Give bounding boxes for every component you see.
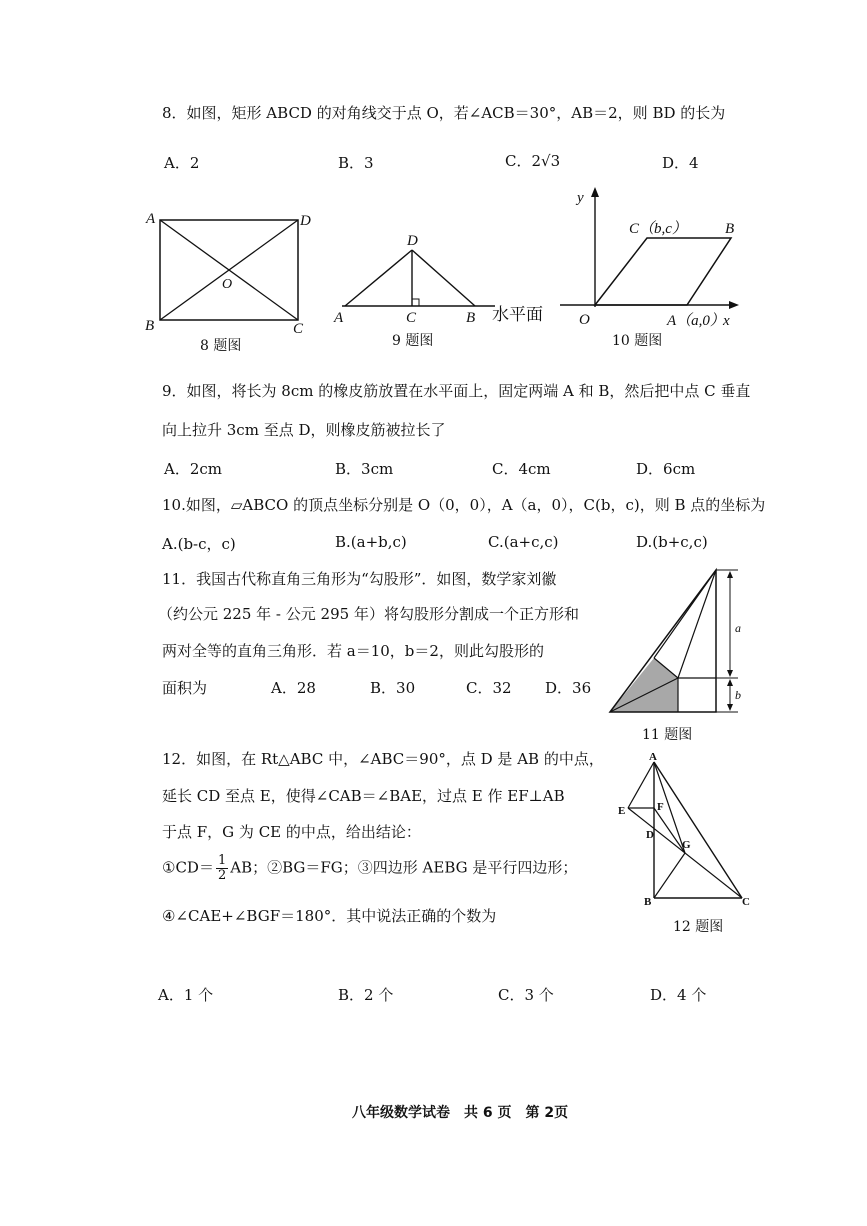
- q11-line-1: 11．我国古代称直角三角形为“勾股形”．如图，数学家刘徽: [162, 570, 557, 588]
- fig9-segment-ad: [345, 250, 412, 306]
- fig8-label-o: O: [222, 277, 233, 292]
- q12-c1-prefix: ①CD＝: [162, 858, 214, 877]
- fig9-label-b: B: [466, 310, 476, 326]
- fig12-label-c: C: [742, 896, 750, 908]
- fig11-diagram: [600, 562, 760, 722]
- fig12-label-f: F: [657, 801, 664, 813]
- fig11-caption: 11 题图: [642, 727, 693, 743]
- q12-c1-suffix: AB；②BG＝FG；③四边形 AEBG 是平行四边形；: [230, 858, 578, 877]
- fig8-rectangle-diagram: [140, 205, 320, 355]
- fig10-label-y: y: [577, 190, 584, 206]
- q9-line-1: 9．如图，将长为 8cm 的橡皮筋放置在水平面上，固定两端 A 和 B，然后把中点 C 垂直: [162, 382, 751, 400]
- q10-option-b: B.(a+b,c): [335, 533, 407, 551]
- fig11-line-2: [678, 570, 716, 678]
- fig9-right-angle-mark: [412, 299, 419, 306]
- fig11-label-a: a: [735, 621, 741, 635]
- fig10-label-a: A（a,0）: [667, 313, 725, 329]
- fig12-label-g: G: [682, 839, 691, 851]
- q12-fraction-denominator: 2: [217, 868, 227, 883]
- fig10-y-arrow: [591, 187, 599, 197]
- q12-option-b: B．2 个: [338, 986, 394, 1004]
- q11-option-c: C．32: [466, 679, 512, 697]
- q12-fraction-half: [216, 854, 228, 883]
- fig11-line-1: [654, 570, 716, 658]
- q11-option-a: A．28: [271, 679, 316, 697]
- fig12-label-b: B: [644, 896, 652, 908]
- fig11-arrow-a-bottom: [727, 670, 733, 677]
- fig8-label-c: C: [293, 321, 304, 337]
- fig8-caption: 8 题图: [200, 338, 242, 354]
- q9-option-a: A．2cm: [164, 460, 223, 478]
- fig11-arrow-b-top: [727, 679, 733, 686]
- fig9-caption: 9 题图: [392, 333, 434, 349]
- fig9-surface-label: 水平面: [492, 305, 543, 324]
- fig12-diagram: [610, 748, 760, 913]
- q9-option-c: C．4cm: [492, 460, 551, 478]
- fig9-diagram: [330, 228, 560, 328]
- fig12-label-e: E: [618, 805, 626, 817]
- q11-line-2: （约公元 225 年 - 公元 295 年）将勾股形分割成一个正方形和: [158, 605, 579, 623]
- fig12-segment-ac: [654, 762, 742, 898]
- fig9-segment-db: [412, 250, 475, 306]
- fig9-label-a: A: [334, 310, 344, 326]
- q12-line-1: 12．如图，在 Rt△ABC 中，∠ABC＝90°，点 D 是 AB 的中点，: [162, 750, 604, 768]
- q9-line-2: 向上拉升 3cm 至点 D，则橡皮筋被拉长了: [162, 421, 446, 439]
- q11-option-d: D．36: [545, 679, 592, 697]
- fig10-parallelogram: [595, 238, 731, 305]
- fig8-label-b: B: [145, 318, 155, 334]
- fig10-x-arrow: [729, 301, 739, 309]
- q8-stem: 8．如图，矩形 ABCD 的对角线交于点 O，若∠ACB＝30°，AB＝2，则 BD 的长为: [162, 104, 726, 122]
- fig10-caption: 10 题图: [612, 333, 663, 349]
- fig10-diagram: [555, 185, 755, 335]
- fig10-label-o: O: [579, 312, 590, 328]
- fig12-caption: 12 题图: [673, 919, 724, 935]
- page-footer: 八年级数学试卷 共 6 页 第 2页: [352, 1105, 569, 1121]
- fig12-label-d: D: [646, 829, 654, 841]
- q10-option-a: A.(b-c，c): [162, 535, 236, 553]
- q9-option-b: B．3cm: [335, 460, 394, 478]
- q12-option-d: D．4 个: [650, 986, 707, 1004]
- fig8-label-d: D: [300, 213, 311, 229]
- q12-option-a: A．1 个: [158, 986, 214, 1004]
- q11-line-3: 两对全等的直角三角形．若 a＝10，b＝2，则此勾股形的: [162, 642, 544, 660]
- q11-line-4-prefix: 面积为: [162, 679, 208, 697]
- fig8-label-a: A: [146, 211, 156, 227]
- fig10-label-b: B: [725, 221, 735, 237]
- fig10-label-x: x: [723, 313, 730, 329]
- fig9-label-c: C: [406, 310, 417, 326]
- fig9-label-d: D: [407, 233, 418, 249]
- q10-option-d: D.(b+c,c): [636, 533, 708, 551]
- q12-line-3: 于点 F，G 为 CE 的中点，给出结论：: [162, 823, 421, 841]
- fig12-segment-ae: [628, 762, 654, 808]
- q12-option-c: C．3 个: [498, 986, 554, 1004]
- fig12-label-a: A: [649, 751, 657, 763]
- q10-stem: 10.如图，▱ABCO 的顶点坐标分别是 O（0，0），A（a，0），C(b，c)，则 B 点的坐标为: [162, 496, 766, 514]
- q12-line-5: ④∠CAE+∠BGF＝180°．其中说法正确的个数为: [162, 907, 497, 925]
- fig11-arrow-a-top: [727, 571, 733, 578]
- q8-option-b: B．3: [338, 154, 374, 172]
- q8-option-d: D．4: [662, 154, 699, 172]
- q12-conclusion-1: [162, 854, 577, 883]
- fig12-segment-bg: [654, 853, 685, 898]
- q9-option-d: D．6cm: [636, 460, 696, 478]
- fig10-label-c: C（b,c）: [629, 221, 687, 237]
- q10-option-c: C.(a+c,c): [488, 533, 559, 551]
- q8-option-c: C．2√3: [505, 152, 561, 170]
- fig11-arrow-b-bottom: [727, 704, 733, 711]
- q8-option-a: A．2: [164, 154, 200, 172]
- fig12-segment-fg: [654, 808, 685, 853]
- q12-fraction-numerator: 1: [217, 853, 227, 868]
- q12-line-2: 延长 CD 至点 E，使得∠CAB＝∠BAE，过点 E 作 EF⊥AB: [162, 787, 565, 805]
- fig11-label-b: b: [735, 688, 741, 702]
- q11-option-b: B．30: [370, 679, 416, 697]
